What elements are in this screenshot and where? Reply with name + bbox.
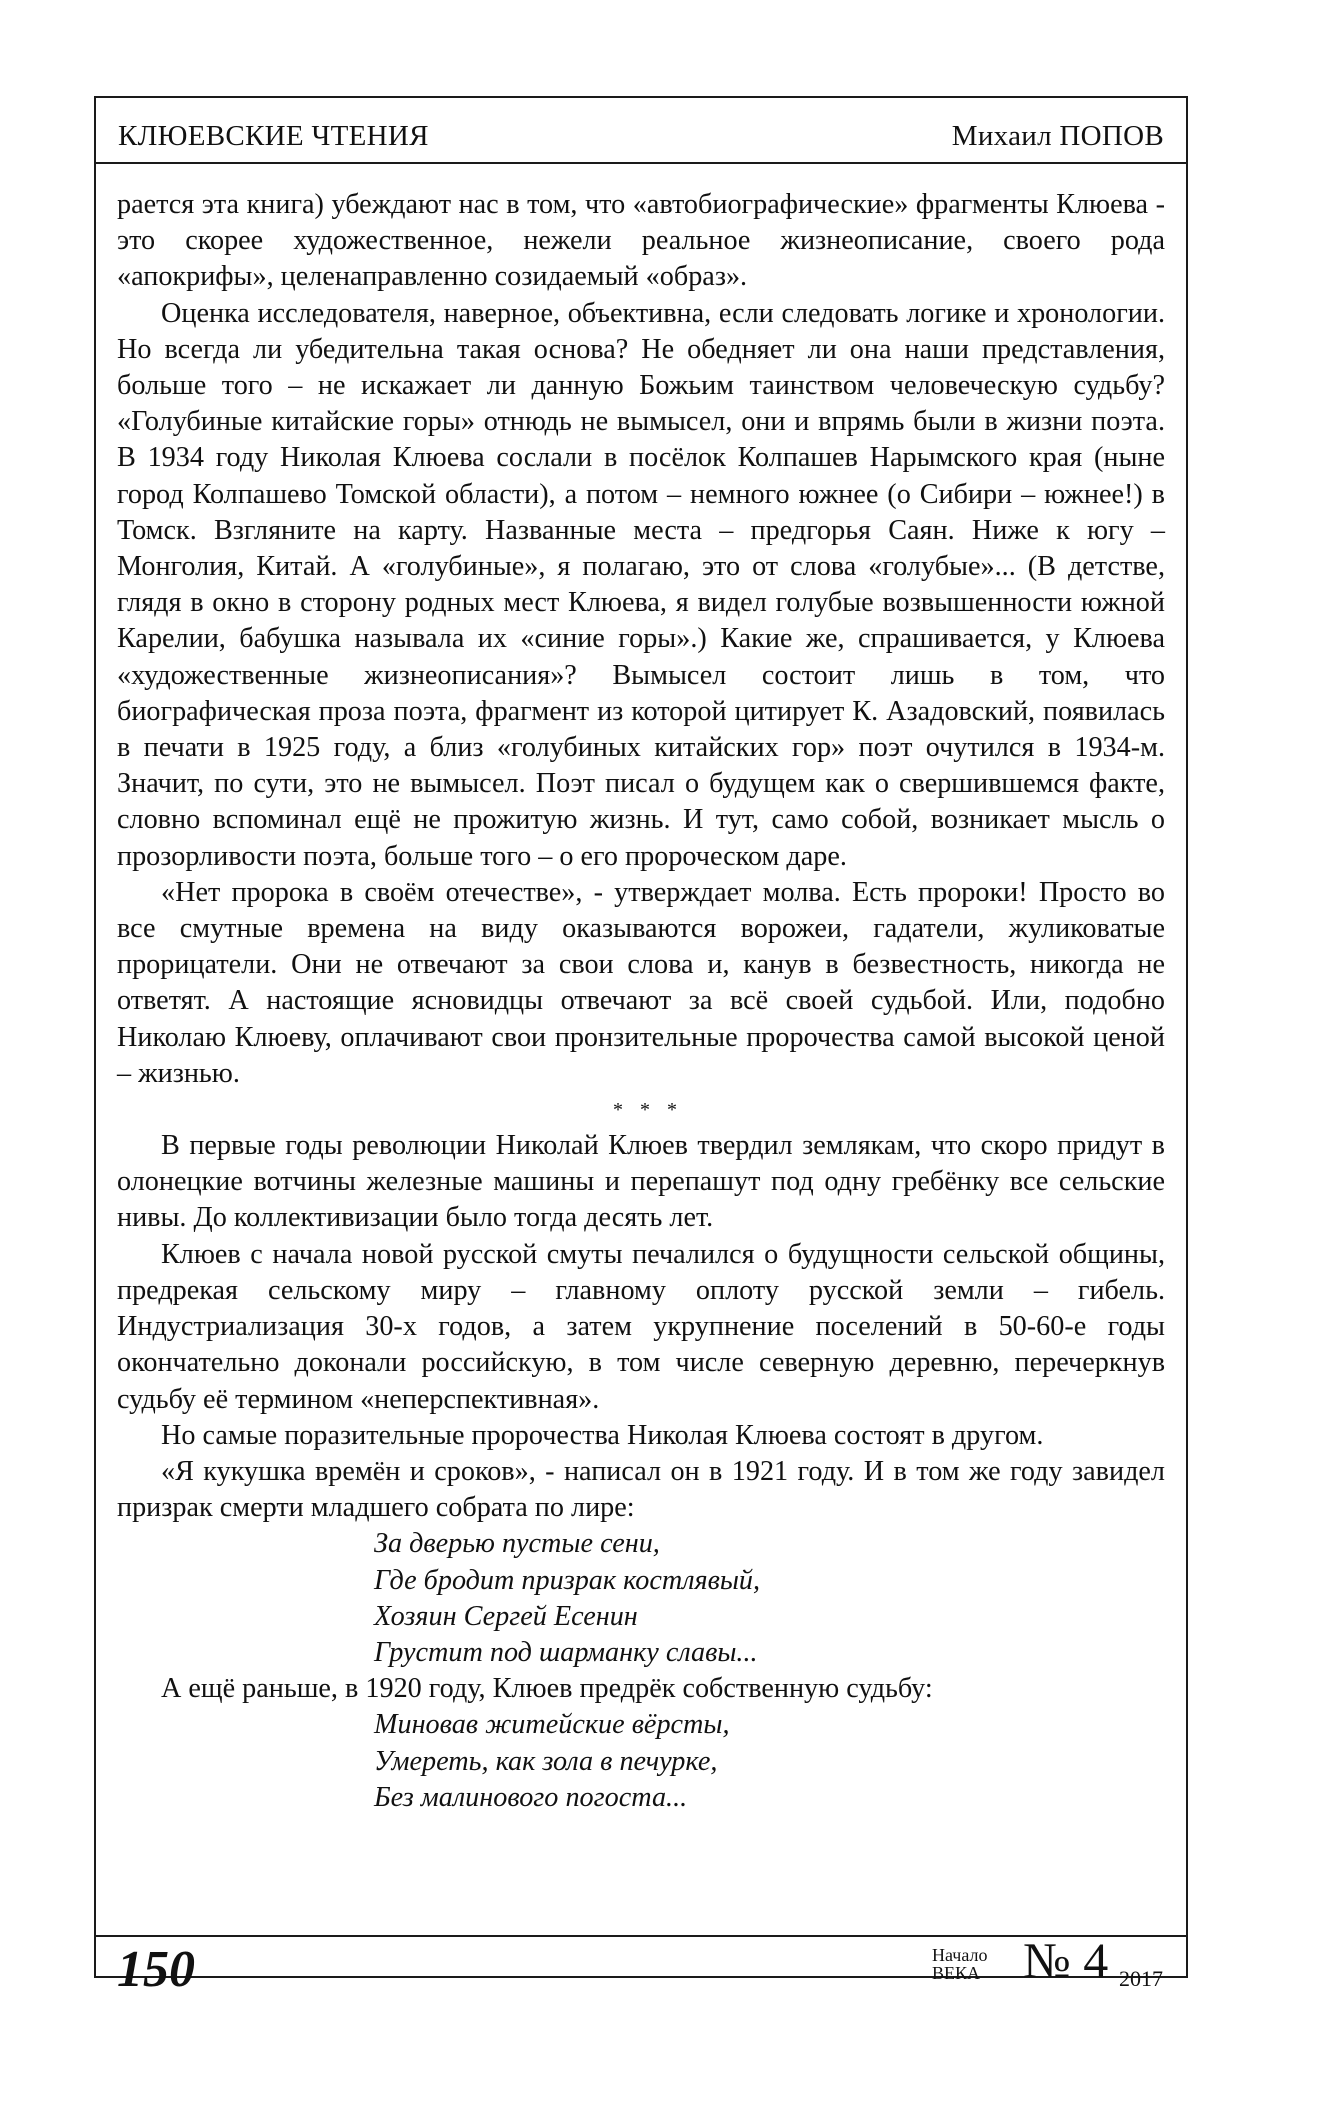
paragraph: рается эта книга) убеждают нас в том, что «автобиографические» фрагменты Клюева - это скорее художественное, нежели реальное жизнеописание, своего рода «апокрифы», целенаправленно созидаемый «образ». — [117, 189, 1165, 293]
logo-line-2: ВЕКА — [932, 1963, 981, 1983]
paragraph: «Я кукушка времён и сроков», - написал он в 1921 году. И в том же году завидел призрак смерти младшего собрата по лире: — [117, 1455, 1165, 1524]
verse-line: За дверью пустые сени, — [374, 1528, 660, 1560]
verse-quote — [117, 1526, 1165, 1671]
paragraph: Но самые поразительные пророчества Николая Клюева состоят в другом. — [161, 1419, 1044, 1451]
article-body — [117, 187, 1165, 1816]
paragraph: Клюев с начала новой русской смуты печалился о будущности сельской общины, предрекая сельскому миру – главному оплоту русской земли – гибель. Индустриализация 30-х годов, а затем укрупнение поселений в 50-60-е годы окончательно доконали российскую, в том числе северную деревню, перечеркнув судьбу её термином «неперспективная». — [117, 1238, 1165, 1415]
verse-line: Где бродит призрак костлявый, — [374, 1564, 761, 1596]
verse-line: Грустит под шарманку славы... — [374, 1636, 758, 1668]
paragraph: «Нет пророка в своём отечестве», - утверждает молва. Есть пророки! Просто во все смутные времена на виду оказываются ворожеи, гадатели, жуликоватые прорицатели. Они не отвечают за свои слова и, канув в безвестность, никогда не ответят. А настоящие ясновидцы отвечают за всё своей судьбой. Или, подобно Николаю Клюеву, оплачивают свои пронзительные пророчества самой высокой ценой – жизнью. — [117, 876, 1165, 1089]
issue-year: 2017 — [1119, 1966, 1163, 1991]
running-header — [94, 96, 1188, 164]
verse-quote — [117, 1707, 1165, 1816]
paragraph: В первые годы революции Николай Клюев твердил землякам, что скоро придут в олонецкие вотчины железные машины и перепашут под одну гребёнку все сельские нивы. До коллективизации было тогда десять лет. — [117, 1130, 1165, 1234]
verse-line: Без малинового погоста... — [374, 1781, 688, 1813]
page-number: 150 — [117, 1941, 195, 1998]
section-separator: * * * — [613, 1099, 683, 1122]
section-title: КЛЮЕВСКИЕ ЧТЕНИЯ — [118, 119, 429, 152]
logo-line-1: Начало — [932, 1945, 988, 1965]
verse-line: Умереть, как зола в печурке, — [374, 1745, 718, 1777]
verse-line: Миновав житейские вёрсты, — [374, 1709, 730, 1741]
paragraph: А ещё раньше, в 1920 году, Клюев предрёк собственную судьбу: — [161, 1673, 933, 1705]
verse-line: Хозяин Сергей Есенин — [374, 1600, 638, 1632]
issue-number: № 4 — [1023, 1932, 1109, 1988]
paragraph: Оценка исследователя, наверное, объективна, если следовать логике и хронологии. Но всегда ли убедительна такая основа? Не обедняет ли она наши представления, больше того – не искажает ли данную Божьим таинством человеческую судьбу? «Голубиные китайские горы» отнюдь не вымысел, они и впрямь были в жизни поэта. В 1934 году Николая Клюева сослали в посёлок Колпашев Нарымского края (ныне город Колпашево Томской области), а потом – немного южнее (о Сибири – южнее!) в Томск. Взгляните на карту. Названные места – предгорья Саян. Ниже к югу – Монголия, Китай. А «голубиные», я полагаю, это от слова «голубые»... (В детстве, глядя в окно в сторону родных мест Клюева, я видел голубые возвышенности южной Карелии, бабушка называла их «синие горы».) Какие же, спрашивается, у Клюева «художественные жизнеописания»? Вымысел состоит лишь в том, что биографическая проза поэта, фрагмент из которой цитирует К. Азадовский, появилась в печати в 1925 году, а близ «голубиных китайских гор» поэт очутился в 1934-м. Значит, по сути, это не вымысел. Поэт писал о будущем как о свершившемся факте, словно вспоминал ещё не прожитую жизнь. И тут, само собой, возникает мысль о прозорливости поэта, больше того – о его пророческом даре. — [117, 297, 1165, 872]
author-name: Михаил ПОПОВ — [951, 119, 1164, 152]
journal-logo — [932, 1946, 987, 1982]
